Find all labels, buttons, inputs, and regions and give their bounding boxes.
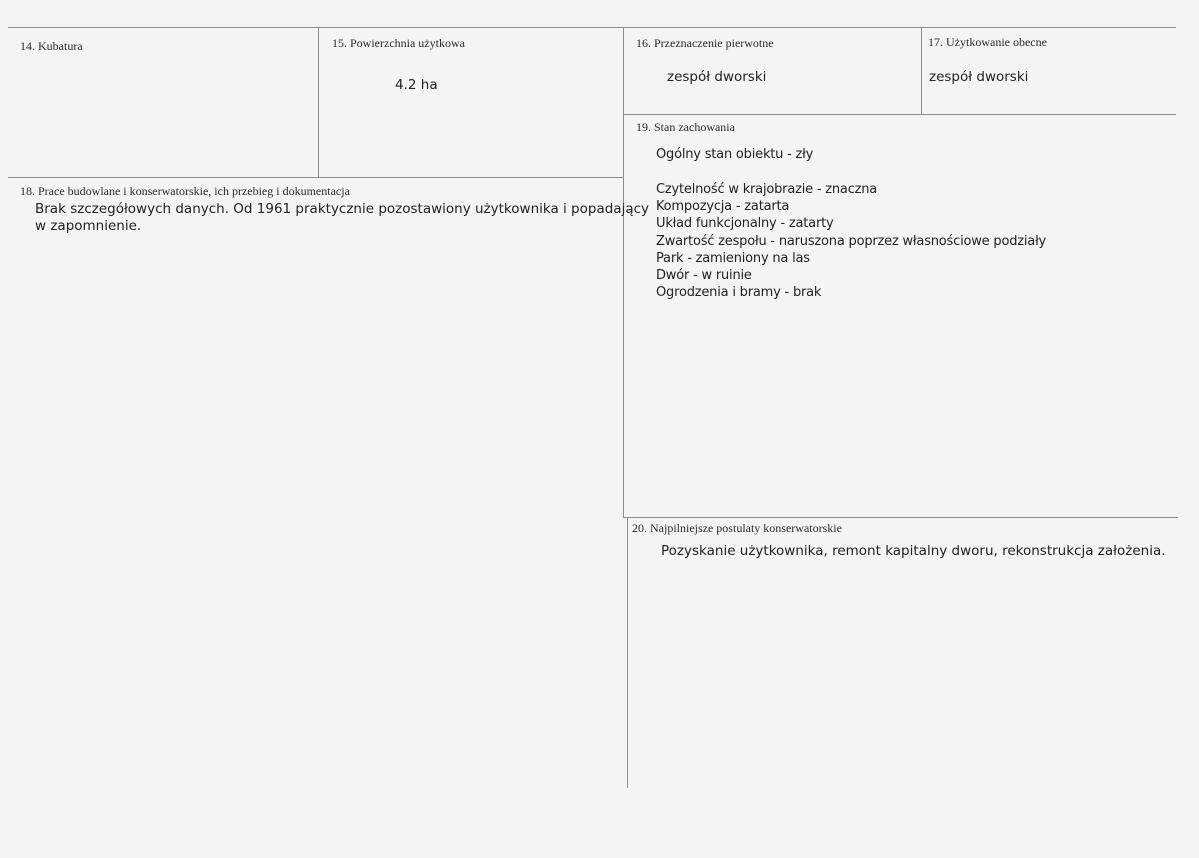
stan-item: Kompozycja - zatarta <box>656 199 790 215</box>
uzytkowanie-value: zespół dworski <box>929 69 1029 85</box>
divider-center <box>623 28 624 518</box>
uzytkowanie-label: 17. Użytkowanie obecne <box>928 35 1047 49</box>
powierzchnia-label: 15. Powierzchnia użytkowa <box>332 36 465 50</box>
prace-line-1: Brak szczegółowych danych. Od 1961 praktycznie pozostawiony użytkownika i popadający <box>35 201 650 217</box>
stan-item: Park - zamieniony na las <box>656 250 810 266</box>
stan-item: Dwór - w ruinie <box>656 268 752 284</box>
stan-overall: Ogólny stan obiektu - zły <box>656 147 814 162</box>
stan-item: Czytelność w krajobrazie - znaczna <box>656 182 878 197</box>
prace-line-2: w zapomnienie. <box>35 218 142 234</box>
divider-center-lower <box>627 518 628 788</box>
stan-items-list <box>656 181 1046 301</box>
prace-label: 18. Prace budowlane i konserwatorskie, ich przebieg i dokumentacja <box>20 184 350 198</box>
prace-text <box>35 201 649 235</box>
divider-row-16-19 <box>624 114 1176 115</box>
divider-14-15 <box>318 28 319 178</box>
top-border-line <box>8 27 1176 28</box>
divider-row-19-20 <box>624 517 1178 518</box>
stan-item: Ogrodzenia i bramy - brak <box>656 285 822 301</box>
powierzchnia-value: 4.2 ha <box>395 77 438 93</box>
divider-16-17 <box>921 28 922 115</box>
stan-item: Układ funkcjonalny - zatarty <box>656 216 834 232</box>
divider-row-14-18 <box>8 177 623 178</box>
postulaty-label: 20. Najpilniejsze postulaty konserwatorskie <box>632 521 842 535</box>
przeznaczenie-label: 16. Przeznaczenie pierwotne <box>636 36 774 50</box>
przeznaczenie-value: zespół dworski <box>667 69 767 85</box>
stan-label: 19. Stan zachowania <box>636 120 735 134</box>
postulaty-value: Pozyskanie użytkownika, remont kapitalny dworu, rekonstrukcja założenia. <box>661 543 1166 559</box>
kubatura-label: 14. Kubatura <box>20 39 83 53</box>
stan-item: Zwartość zespołu - naruszona poprzez własnościowe podziały <box>656 233 1047 249</box>
